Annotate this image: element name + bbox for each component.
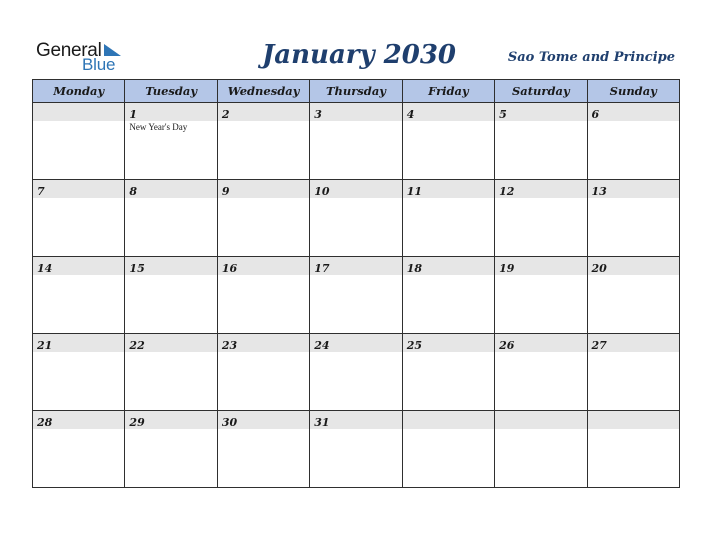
week-row	[33, 334, 680, 411]
day-cell	[587, 257, 679, 334]
week-row	[33, 180, 680, 257]
day-cell	[402, 180, 494, 257]
day-number: 8	[129, 185, 138, 198]
day-number-bar	[33, 411, 124, 429]
day-number: 27	[591, 339, 607, 352]
day-cell	[310, 180, 402, 257]
day-number-bar	[495, 257, 586, 275]
day-number: 9	[221, 185, 230, 198]
day-number: 14	[37, 262, 53, 275]
weekday-header-row	[33, 80, 680, 103]
day-cell	[310, 103, 402, 180]
day-cell	[33, 180, 125, 257]
day-number-bar	[310, 334, 401, 352]
day-number-bar	[310, 411, 401, 429]
day-number-bar	[33, 103, 124, 121]
day-number-bar	[403, 411, 494, 429]
day-number-bar	[495, 411, 586, 429]
day-cell	[310, 257, 402, 334]
weekday-header: Tuesday	[125, 80, 217, 103]
day-number-bar	[33, 334, 124, 352]
day-number-bar	[588, 257, 679, 275]
day-cell	[125, 411, 217, 488]
weekday-header: Monday	[33, 80, 125, 103]
day-number: 26	[499, 339, 515, 352]
day-number: 18	[406, 262, 422, 275]
day-number: 19	[499, 262, 515, 275]
day-number-bar	[125, 411, 216, 429]
logo-text-general: General	[36, 40, 102, 61]
day-number: 22	[129, 339, 145, 352]
weekday-header: Wednesday	[217, 80, 309, 103]
day-number-bar	[125, 103, 216, 121]
day-number: 28	[37, 416, 53, 429]
day-cell	[125, 257, 217, 334]
day-number: 11	[406, 185, 422, 198]
day-cell	[587, 334, 679, 411]
day-number-bar	[495, 103, 586, 121]
day-number: 17	[314, 262, 330, 275]
day-cell	[125, 103, 217, 180]
day-number-bar	[588, 411, 679, 429]
day-cell	[402, 411, 494, 488]
day-number-bar	[218, 103, 309, 121]
day-number-bar	[33, 180, 124, 198]
day-cell	[495, 180, 587, 257]
day-number: 23	[221, 339, 238, 352]
day-cell	[402, 334, 494, 411]
day-number-bar	[403, 334, 494, 352]
day-cell	[310, 334, 402, 411]
day-cell	[217, 180, 309, 257]
day-cell	[495, 257, 587, 334]
week-row	[33, 257, 680, 334]
country-name: Sao Tome and Principe	[507, 50, 675, 65]
day-cell	[33, 103, 125, 180]
day-cell	[33, 411, 125, 488]
day-cell	[217, 411, 309, 488]
day-number-bar	[403, 257, 494, 275]
day-number-bar	[125, 334, 216, 352]
day-number-bar	[218, 334, 309, 352]
day-number: 24	[314, 339, 330, 352]
day-cell	[125, 334, 217, 411]
week-row	[33, 103, 680, 180]
holiday-label: New Year's Day	[129, 122, 188, 132]
day-number: 10	[314, 185, 330, 198]
day-number-bar	[310, 257, 401, 275]
day-cell	[402, 257, 494, 334]
day-cell	[217, 334, 309, 411]
generalblue-logo	[36, 40, 136, 74]
day-number: 29	[129, 416, 145, 429]
day-cell	[587, 180, 679, 257]
day-number-bar	[588, 180, 679, 198]
day-number: 15	[129, 262, 145, 275]
day-number-bar	[495, 334, 586, 352]
day-number: 6	[591, 108, 600, 121]
day-number: 25	[406, 339, 422, 352]
day-cell	[495, 334, 587, 411]
day-number: 3	[314, 108, 322, 121]
weekday-header: Thursday	[310, 80, 402, 103]
day-number: 5	[499, 108, 507, 121]
day-number-bar	[218, 180, 309, 198]
day-cell	[217, 103, 309, 180]
day-number: 30	[221, 416, 238, 429]
week-row	[33, 411, 680, 488]
day-number-bar	[588, 103, 679, 121]
day-cell	[587, 103, 679, 180]
day-number: 4	[406, 108, 415, 121]
day-number: 2	[221, 108, 230, 121]
day-number-bar	[588, 334, 679, 352]
day-number: 1	[129, 108, 138, 121]
day-cell	[217, 257, 309, 334]
day-number: 31	[314, 416, 330, 429]
day-number: 20	[591, 262, 607, 275]
day-number: 21	[37, 339, 53, 352]
day-number-bar	[218, 411, 309, 429]
day-cell	[33, 334, 125, 411]
day-number-bar	[403, 180, 494, 198]
calendar-grid	[32, 79, 680, 488]
logo-text-blue: Blue	[82, 55, 116, 74]
day-number-bar	[403, 103, 494, 121]
day-cell	[495, 411, 587, 488]
day-number-bar	[218, 257, 309, 275]
day-number-bar	[310, 180, 401, 198]
day-number: 7	[37, 185, 45, 198]
day-number: 12	[499, 185, 515, 198]
day-cell	[310, 411, 402, 488]
day-cell	[402, 103, 494, 180]
day-cell	[125, 180, 217, 257]
weekday-header: Friday	[402, 80, 494, 103]
weekday-header: Saturday	[495, 80, 587, 103]
weekday-header: Sunday	[587, 80, 679, 103]
day-number: 13	[591, 185, 607, 198]
day-number: 16	[221, 262, 238, 275]
day-number-bar	[310, 103, 401, 121]
day-cell	[587, 411, 679, 488]
day-number-bar	[125, 257, 216, 275]
day-cell	[33, 257, 125, 334]
day-number-bar	[33, 257, 124, 275]
day-number-bar	[495, 180, 586, 198]
day-number-bar	[125, 180, 216, 198]
day-cell	[495, 103, 587, 180]
calendar-title: January 2030	[262, 40, 457, 70]
